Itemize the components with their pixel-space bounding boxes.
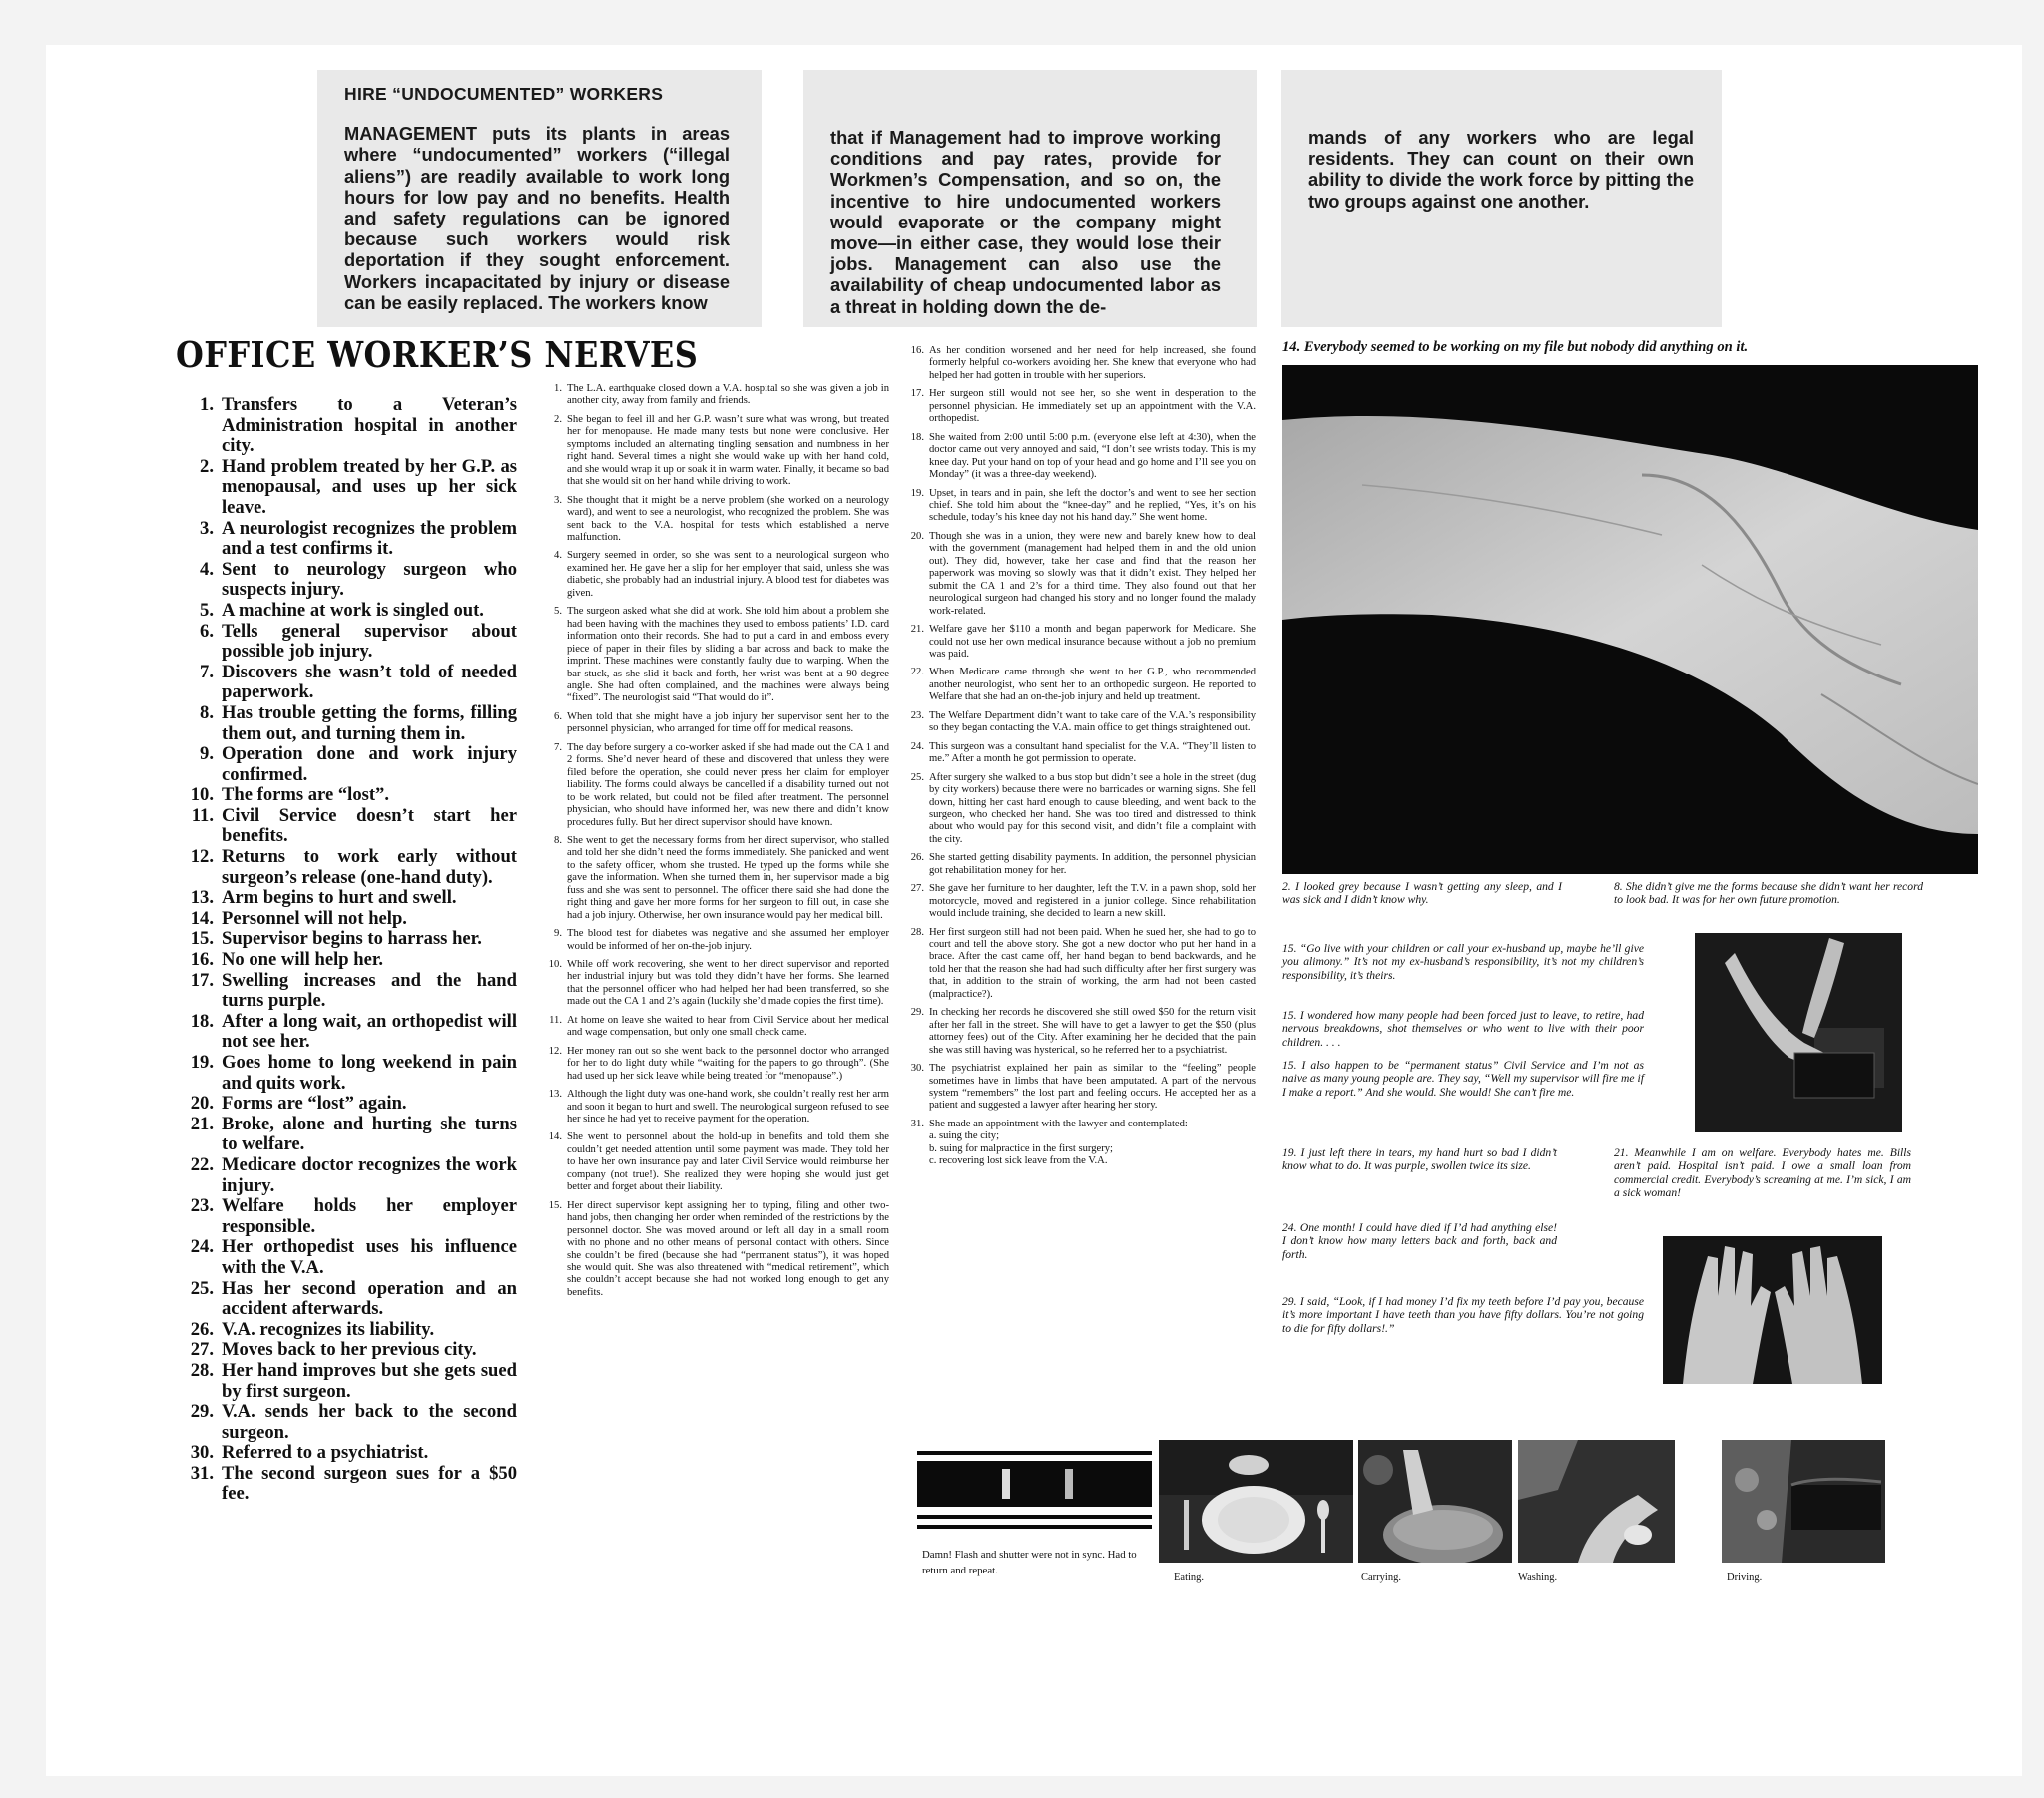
list-item-text: While off work recovering, she went to her direct supervisor and reported her industrial injury but was told they didn’t have her forms. She learned that the personnel officer who had helped her had been transferred, so she made out the CA 1 and 2’s again (luckily she’d made copies the first time). bbox=[567, 959, 889, 1008]
wrist-photo bbox=[1282, 365, 1978, 874]
list-item bbox=[542, 1089, 889, 1125]
list-item-text: She started getting disability payments. In addition, the personnel physician got rehabilitation money for her. bbox=[929, 852, 1256, 876]
list-item-text: Medicare doctor recognizes the work injury. bbox=[222, 1153, 517, 1196]
list-item bbox=[176, 1361, 517, 1402]
list-item bbox=[904, 1063, 1256, 1113]
quote-15b: 15. I wondered how many people had been forced just to leave, to retire, had nervous breakdowns, shot themselves or who went to live with their poor children. . . . bbox=[1282, 1009, 1644, 1049]
list-item-text: The blood test for diabetes was negative and she assumed her employer would be informed of her on-the-job injury. bbox=[567, 928, 889, 952]
quote-2: 2. I looked grey because I wasn’t getting any sleep, and I was sick and I didn’t know why. bbox=[1282, 880, 1562, 907]
list-item-text: In checking her records he discovered she still owed $50 for the return visit after her fall in the street. She will have to get a lawyer to get the $50 (plus attorney fees) out of the City. After examining her he decided that the pain she was still having was hysterical, so he referred her to a psychiatrist. bbox=[929, 1007, 1256, 1056]
list-item bbox=[542, 1200, 889, 1300]
list-item-number: 7. bbox=[554, 741, 562, 753]
list-item bbox=[542, 959, 889, 1009]
list-item bbox=[176, 785, 517, 806]
list-item-number: 22. bbox=[190, 1153, 214, 1175]
narrative-column-2-wrap bbox=[904, 345, 1256, 1168]
list-item bbox=[176, 560, 517, 601]
list-item bbox=[176, 744, 517, 785]
list-item-number: 11. bbox=[549, 1014, 562, 1026]
list-item-number: 14. bbox=[190, 907, 214, 929]
list-item bbox=[176, 1053, 517, 1094]
summary-list bbox=[176, 395, 517, 1505]
list-item-text: Welfare holds her employer responsible. bbox=[222, 1195, 517, 1237]
list-item-text: Tells general supervisor about possible job injury. bbox=[222, 620, 517, 663]
management-panel-col2 bbox=[803, 70, 1257, 327]
film-strip-bottom-line-1 bbox=[917, 1515, 1152, 1519]
quote-8: 8. She didn’t give me the forms because she didn’t want her record to look bad. It was for her own future promotion. bbox=[1614, 880, 1923, 907]
film-strip-bottom-line-2 bbox=[917, 1525, 1152, 1529]
management-panel-col1 bbox=[317, 70, 762, 327]
list-item-text: Swelling increases and the hand turns purple. bbox=[222, 969, 517, 1012]
list-item bbox=[904, 1119, 1256, 1130]
management-panel-col3 bbox=[1281, 70, 1722, 327]
list-item bbox=[904, 624, 1256, 661]
list-item bbox=[176, 888, 517, 909]
list-item-number: 18. bbox=[910, 431, 924, 443]
list-item-number: 10. bbox=[190, 784, 214, 806]
list-item-text: Welfare gave her $110 a month and began paperwork for Medicare. She could not use her own medical insurance because without a job no premium was paid. bbox=[929, 624, 1256, 660]
list-item bbox=[542, 414, 889, 489]
list-item-text: After a long wait, an orthopedist will not see her. bbox=[222, 1010, 517, 1053]
list-item-number: 16. bbox=[190, 949, 214, 971]
management-heading: HIRE “UNDOCUMENTED” WORKERS bbox=[344, 84, 664, 104]
list-item bbox=[176, 1094, 517, 1115]
list-item-text: She went to personnel about the hold-up in benefits and told them she couldn’t get needed attention until some payment was made. They told her to have her own insurance pay and later Civil Service would reimburse her company (not true!). She realized they were hoping she would just get better and forget about their liability. bbox=[567, 1131, 889, 1193]
list-item bbox=[176, 1320, 517, 1341]
list-item-number: 20. bbox=[190, 1093, 214, 1115]
management-text-col1: MANAGEMENT puts its plants in areas where “undocumented” workers (“illegal aliens”) are readily available to work long hours for low pay and no benefits. Health and safety regulations can be ignored because such workers would risk deportation if they sought enforcement. Workers incapacitated by injury or disease can be easily replaced. The workers know bbox=[344, 123, 730, 313]
list-item bbox=[904, 852, 1256, 877]
list-item bbox=[904, 531, 1256, 618]
list-item bbox=[176, 663, 517, 703]
list-item bbox=[542, 495, 889, 545]
list-item-text: Surgery seemed in order, so she was sent to a neurological surgeon who examined her. He gave her a slip for her employer that said, unless she was diabetic, she probably had an industrial injury. A blood test for diabetes was given. bbox=[567, 550, 889, 599]
open-palms-photo bbox=[1663, 1236, 1882, 1384]
list-item-text: Transfers to a Veteran’s Administration hospital in another city. bbox=[222, 394, 517, 457]
quote-14: 14. Everybody seemed to be working on my file but nobody did anything on it. bbox=[1282, 339, 1749, 355]
list-item bbox=[176, 909, 517, 930]
list-item-number: 29. bbox=[910, 1007, 924, 1019]
list-item-number: 25. bbox=[910, 771, 924, 783]
list-item-number: 24. bbox=[190, 1236, 214, 1258]
list-item-number: 21. bbox=[910, 624, 924, 636]
list-item bbox=[176, 601, 517, 622]
list-item bbox=[176, 971, 517, 1012]
list-item bbox=[904, 772, 1256, 847]
list-item-text: Her first surgeon still had not been paid. When he sued her, she had to go to court and tell the above story. She got a new doctor who put her hand in a brace. After the cast came off, her hand began to bend backwards, and he told her that the reason she had had such difficulty after her first surgery was that, in addition to the strain of working, the arm had not been casted (malpractice?). bbox=[929, 926, 1256, 1000]
list-item bbox=[904, 432, 1256, 482]
carrying-caption: Carrying. bbox=[1361, 1573, 1401, 1583]
list-item-number: 6. bbox=[554, 710, 562, 722]
list-item-number: 19. bbox=[190, 1052, 214, 1073]
list-item-text: No one will help her. bbox=[222, 949, 384, 971]
list-item-number: 31. bbox=[910, 1118, 924, 1129]
list-item-text: Though she was in a union, they were new and barely knew how to deal with the government (management had helped them in and the old union out). They did, however, take her case and find that the reason her paperwork was moving so slowly was that it didn’t exist. They helped her submit the CA 1 and 2’s for a third time. They also found out that her neurological surgeon had changed his story and no longer found the malady work-related. bbox=[929, 530, 1256, 617]
list-item-number: 9. bbox=[554, 928, 562, 940]
list-item-number: 6. bbox=[200, 620, 214, 642]
carrying-photo bbox=[1358, 1440, 1512, 1563]
list-item-number: 7. bbox=[200, 661, 214, 682]
list-item-text: She began to feel ill and her G.P. wasn’t sure what was wrong, but treated her for menopause. He made many tests but none were conclusive. Her symptoms included an alternating tingling sensation and numbness in her right hand. Several times a night she would wake up with her hand cold, and she would wrap it up or soak it in warm water. Finally, it became so bad that she would sit on her hand while driving to work. bbox=[567, 413, 889, 488]
page-title: OFFICE WORKER’S NERVES bbox=[176, 335, 699, 376]
quote-29: 29. I said, “Look, if I had money I’d fix my teeth before I’d pay you, because it’s more important I have teeth than you have fifty dollars. You’re not going to die for fifty dollars!.” bbox=[1282, 1295, 1644, 1335]
management-text-col3: mands of any workers who are legal residents. They can count on their own ability to divide the work force by pitting the two groups against one another. bbox=[1308, 127, 1694, 212]
list-item-number: 17. bbox=[910, 388, 924, 400]
list-item-number: 5. bbox=[554, 606, 562, 618]
list-item-text: Her orthopedist uses his influence with the V.A. bbox=[222, 1236, 517, 1278]
list-item-number: 25. bbox=[190, 1277, 214, 1299]
list-item-text: Her surgeon still would not see her, so she went in desperation to the personnel physician. He immediately set up an appointment with the V.A. orthopedist. bbox=[929, 388, 1256, 425]
list-item-number: 4. bbox=[200, 558, 214, 580]
list-item-number: 16. bbox=[910, 345, 924, 356]
list-item-number: 27. bbox=[190, 1339, 214, 1361]
list-item-text: Moves back to her previous city. bbox=[222, 1339, 477, 1361]
list-item bbox=[542, 606, 889, 705]
list-item bbox=[904, 667, 1256, 703]
list-item-number: 1. bbox=[200, 394, 214, 415]
list-item-text: Operation done and work injury confirmed. bbox=[222, 743, 517, 785]
list-item-text: Has trouble getting the forms, filling them out, and turning them in. bbox=[222, 701, 517, 744]
list-item-text: She waited from 2:00 until 5:00 p.m. (everyone else left at 4:30), when the doctor came out very annoyed and said, “I don’t see wrists today. This is my knee day. Put your hand on top of your head and go home and I’ll see you on Monday” (it was a three-day weekend). bbox=[929, 431, 1256, 481]
list-item bbox=[176, 1155, 517, 1196]
list-item-number: 14. bbox=[548, 1131, 562, 1143]
list-item bbox=[176, 395, 517, 457]
driving-caption: Driving. bbox=[1727, 1573, 1763, 1583]
item31-options bbox=[929, 1130, 1256, 1167]
list-item-number: 29. bbox=[190, 1401, 214, 1423]
list-item-text: Sent to neurology surgeon who suspects injury. bbox=[222, 558, 517, 601]
film-caption: Damn! Flash and shutter were not in sync. Had to return and repeat. bbox=[922, 1549, 1137, 1576]
hands-book-photo bbox=[1695, 933, 1902, 1132]
list-item-number: 28. bbox=[910, 926, 924, 938]
list-item-text: Forms are “lost” again. bbox=[222, 1093, 407, 1115]
list-item bbox=[542, 742, 889, 829]
list-item bbox=[176, 703, 517, 744]
list-item-text: Returns to work early without surgeon’s release (one-hand duty). bbox=[222, 846, 517, 888]
list-item-text: Personnel will not help. bbox=[222, 907, 407, 929]
list-item bbox=[542, 1046, 889, 1083]
list-item bbox=[542, 1131, 889, 1193]
list-item bbox=[542, 1015, 889, 1040]
film-strip bbox=[917, 1461, 1152, 1507]
list-item bbox=[176, 1012, 517, 1053]
list-item-text: She made an appointment with the lawyer and contemplated: bbox=[929, 1118, 1188, 1129]
list-item-text: The Welfare Department didn’t want to take care of the V.A.’s responsibility so they began contacting the V.A. main office to get things straightened out. bbox=[929, 709, 1256, 734]
quote-21: 21. Meanwhile I am on welfare. Everybody hates me. Bills aren’t paid. Hospital isn’t paid. I owe a small loan from commercial credit. Everybody’s screaming at me. I’m sick, I am a sick woman! bbox=[1614, 1146, 1911, 1200]
list-item-number: 23. bbox=[190, 1195, 214, 1217]
list-item-number: 4. bbox=[554, 550, 562, 562]
list-item-text: This surgeon was a consultant hand specialist for the V.A. “They’ll listen to me.” After a month he got permission to operate. bbox=[929, 740, 1256, 765]
list-item bbox=[176, 457, 517, 519]
list-item-text: Discovers she wasn’t told of needed paperwork. bbox=[222, 661, 517, 703]
list-item bbox=[176, 1402, 517, 1443]
list-item bbox=[176, 1443, 517, 1464]
list-item-number: 8. bbox=[200, 701, 214, 723]
item31-option: b. suing for malpractice in the first surgery; bbox=[929, 1142, 1113, 1154]
list-item-text: She thought that it might be a nerve problem (she worked on a neurology ward), and went to see a neurologist, who recognized the problem. She was sent back to the V.A. hospital for tests which established a nerve malfunction. bbox=[567, 494, 889, 543]
list-item-number: 28. bbox=[190, 1359, 214, 1381]
list-item-number: 5. bbox=[200, 599, 214, 621]
list-item bbox=[176, 1196, 517, 1237]
list-item-text: Broke, alone and hurting she turns to welfare. bbox=[222, 1113, 517, 1155]
list-item-text: After surgery she walked to a bus stop but didn’t see a hole in the street (dug by city workers) because there were no barricades or warning signs. She fell down, hitting her cast hard enough to cause bleeding, and went back to the surgeon, who checked her hand. She was too tired and distressed to think about who would pay for this second visit, and didn’t file a complaint with the city. bbox=[929, 771, 1256, 845]
list-item bbox=[904, 927, 1256, 1002]
list-item-number: 8. bbox=[554, 834, 562, 846]
washing-caption: Washing. bbox=[1518, 1573, 1558, 1583]
list-item-text: Supervisor begins to harrass her. bbox=[222, 928, 482, 950]
list-item bbox=[904, 710, 1256, 735]
list-item bbox=[542, 383, 889, 408]
list-item-number: 15. bbox=[190, 928, 214, 950]
list-item-text: Referred to a psychiatrist. bbox=[222, 1442, 429, 1464]
list-item-number: 13. bbox=[190, 887, 214, 909]
quote-15a: 15. “Go live with your children or call your ex-husband up, maybe he’ll give you alimony.” It’s not my ex-husband’s responsibility, it’s not my children’s responsibility, it’s theirs. bbox=[1282, 942, 1644, 982]
list-item bbox=[542, 835, 889, 922]
list-item bbox=[542, 928, 889, 953]
list-item-number: 3. bbox=[554, 494, 562, 506]
list-item bbox=[904, 883, 1256, 920]
item31-option: c. recovering lost sick leave from the V.A. bbox=[929, 1155, 1108, 1167]
list-item bbox=[176, 806, 517, 847]
quote-19: 19. I just left there in tears, my hand hurt so bad I didn’t know what to do. It was purple, swollen twice its size. bbox=[1282, 1146, 1557, 1173]
list-item-text: When told that she might have a job injury her supervisor sent her to the personnel physician, who arranged for time off for medical reasons. bbox=[567, 710, 889, 735]
list-item-number: 31. bbox=[190, 1462, 214, 1484]
item31-option: a. suing the city; bbox=[929, 1130, 1000, 1142]
list-item bbox=[542, 550, 889, 600]
list-item-number: 17. bbox=[190, 969, 214, 991]
eating-photo bbox=[1159, 1440, 1353, 1563]
list-item-text: The psychiatrist explained her pain as similar to the “feeling” people sometimes have in limbs that have been amputated. A part of the nervous system “remembers” the lost part and feeling occurs. He accepted her as a patient and suggested a lawyer after hearing her story. bbox=[929, 1063, 1256, 1112]
film-strip-top-line bbox=[917, 1451, 1152, 1455]
list-item-text: Arm begins to hurt and swell. bbox=[222, 887, 457, 909]
list-item-text: The forms are “lost”. bbox=[222, 784, 390, 806]
list-item bbox=[904, 1007, 1256, 1057]
eating-caption: Eating. bbox=[1174, 1573, 1205, 1583]
list-item bbox=[176, 1464, 517, 1505]
list-item-number: 21. bbox=[190, 1113, 214, 1134]
driving-photo bbox=[1722, 1440, 1885, 1563]
list-item-text: She went to get the necessary forms from her direct supervisor, who stalled and told her she didn’t need the forms immediately. She panicked and went to the safety officer, whom she trusted. He typed up the forms while she gave the information. When she turned them in, her supervisor made a big fuss and she was sent to personnel. The officer there said she had done the right thing and gave her more forms for her surgeon to fill out, in case she had a job injury. Otherwise, her own insurance would pay her medical bill. bbox=[567, 834, 889, 921]
list-item bbox=[904, 388, 1256, 425]
list-item-text: The L.A. earthquake closed down a V.A. hospital so she was given a job in another city, away from family and friends. bbox=[567, 383, 889, 407]
list-item-number: 27. bbox=[910, 883, 924, 895]
list-item-text: V.A. sends her back to the second surgeon. bbox=[222, 1401, 517, 1443]
list-item-number: 30. bbox=[910, 1063, 924, 1075]
list-item-text: At home on leave she waited to hear from Civil Service about her medical and wage compensation, but only one small check came. bbox=[567, 1014, 889, 1039]
list-item bbox=[176, 1115, 517, 1155]
narrative-column-2 bbox=[904, 345, 1256, 1130]
quote-24: 24. One month! I could have died if I’d had anything else! I don’t know how many letters back and forth, back and forth. bbox=[1282, 1221, 1557, 1261]
list-item-text: The surgeon asked what she did at work. She told him about a problem she had been having with the machines they used to emboss patients’ I.D. card information onto their records. She had to put a card in and emboss every piece of paper in their files by sliding a bar across and back to make the imprint. These machines were constantly faulty due to warping. When the bar stuck, as she slid it back and forth, her wrist was bent at a 90 degree angle. She had often complained, and the machines were always being “fixed”. The neurologist said “That would do it”. bbox=[567, 606, 889, 704]
list-item-number: 13. bbox=[548, 1089, 562, 1101]
list-item-text: Her direct supervisor kept assigning her to typing, filing and other two-hand jobs, then changing her order when reminded of the restrictions by the personnel doctor. She was moved around or left all day in a small room with no phone and no other means of personal contact with others. Since she couldn’t be fired (because she had “permanent status”), it was hoped she would quit. She was also threatened with “medical retirement”, which she couldn’t accept because she had not worked long enough to get any benefits. bbox=[567, 1199, 889, 1298]
list-item-number: 9. bbox=[200, 743, 214, 765]
list-item-text: A machine at work is singled out. bbox=[222, 599, 484, 621]
list-item-number: 20. bbox=[910, 530, 924, 542]
list-item-text: Although the light duty was one-hand work, she couldn’t really rest her arm and soon it began to hurt and swell. The neurological surgeon refused to see her since he had yet to receive payment for the operation. bbox=[567, 1089, 889, 1125]
list-item-text: Has her second operation and an accident afterwards. bbox=[222, 1277, 517, 1320]
list-item bbox=[176, 1279, 517, 1320]
list-item bbox=[542, 711, 889, 736]
list-item bbox=[176, 1237, 517, 1278]
list-item-text: The day before surgery a co-worker asked if she had made out the CA 1 and 2 forms. She’d never heard of these and discovered that unless they were filed before the operation, she could never press her claim for employer liability. The forms could always be cancelled if a disability turned out not to be work related, but could not be filed after treatment. The personnel physician, who should have informed her, was new there and didn’t know procedures fully. But her direct supervisor should have known. bbox=[567, 741, 889, 828]
list-item-number: 3. bbox=[200, 517, 214, 539]
list-item-number: 1. bbox=[554, 383, 562, 394]
list-item bbox=[176, 1340, 517, 1361]
list-item bbox=[904, 741, 1256, 766]
list-item-number: 10. bbox=[548, 959, 562, 971]
list-item-number: 22. bbox=[910, 667, 924, 678]
list-item bbox=[904, 345, 1256, 382]
list-item-number: 12. bbox=[190, 846, 214, 868]
quote-15c: 15. I also happen to be “permanent status” Civil Service and I’m not as naive as many young people are. They say, “Well my supervisor will fire me if I make a report.” And she would. She would! She can’t fire me. bbox=[1282, 1059, 1644, 1099]
list-item bbox=[176, 519, 517, 560]
list-item-text: Goes home to long weekend in pain and quits work. bbox=[222, 1052, 517, 1094]
list-item-number: 26. bbox=[910, 852, 924, 864]
list-item bbox=[176, 929, 517, 950]
list-item-number: 11. bbox=[191, 804, 214, 826]
washing-photo bbox=[1518, 1440, 1675, 1563]
list-item-text: V.A. recognizes its liability. bbox=[222, 1318, 435, 1340]
list-item-number: 30. bbox=[190, 1442, 214, 1464]
list-item-number: 15. bbox=[548, 1199, 562, 1211]
list-item-text: As her condition worsened and her need for help increased, she found formerly helpful co-workers avoiding her. She knew that everyone who had helped her had gotten in trouble with her superiors. bbox=[929, 345, 1256, 381]
list-item-text: A neurologist recognizes the problem and a test confirms it. bbox=[222, 517, 517, 560]
list-item bbox=[904, 488, 1256, 525]
narrative-column-1 bbox=[542, 383, 889, 1305]
list-item-number: 19. bbox=[910, 487, 924, 499]
list-item-number: 12. bbox=[548, 1045, 562, 1057]
list-item bbox=[176, 622, 517, 663]
list-item-text: She gave her furniture to her daughter, left the T.V. in a pawn shop, sold her motorcycle, moved and registered in a junior college. Since rehabilitation would include training, she decided to learn a new skill. bbox=[929, 883, 1256, 920]
list-item-text: Her hand improves but she gets sued by first surgeon. bbox=[222, 1359, 517, 1402]
list-item-number: 18. bbox=[190, 1010, 214, 1032]
management-text-col2: that if Management had to improve working conditions and pay rates, provide for Workmen’s Compensation, and so on, the incentive to hire undocumented workers would evaporate or the company might move—in either case, they would lose their jobs. Management can also use the availability of cheap undocumented labor as a threat in holding down the de- bbox=[830, 127, 1221, 317]
list-item-text: Upset, in tears and in pain, she left the doctor’s and went to see her section chief. She told him about the “knee-day” and he replied, “Yes, it’s on his schedule, today’s his knee day not his hand day.” She went home. bbox=[929, 487, 1256, 524]
list-item-text: Hand problem treated by her G.P. as menopausal, and uses up her sick leave. bbox=[222, 455, 517, 518]
list-item-number: 23. bbox=[910, 709, 924, 721]
list-item-text: When Medicare came through she went to her G.P., who recommended another neurologist, who sent her to an orthopedic surgeon. He reported to Welfare that she had an on-the-job injury and held up treatment. bbox=[929, 667, 1256, 703]
list-item bbox=[176, 950, 517, 971]
list-item-number: 2. bbox=[554, 413, 562, 425]
list-item-number: 26. bbox=[190, 1318, 214, 1340]
list-item-text: Civil Service doesn’t start her benefits. bbox=[222, 804, 517, 847]
list-item-text: The second surgeon sues for a $50 fee. bbox=[222, 1462, 517, 1505]
list-item-number: 2. bbox=[200, 455, 214, 477]
list-item-number: 24. bbox=[910, 740, 924, 752]
list-item-text: Her money ran out so she went back to the personnel doctor who arranged for her to do light duty while “waiting for the papers to go through”. (She had used up her sick leave while being treated for “menopause”.) bbox=[567, 1045, 889, 1082]
list-item bbox=[176, 847, 517, 888]
